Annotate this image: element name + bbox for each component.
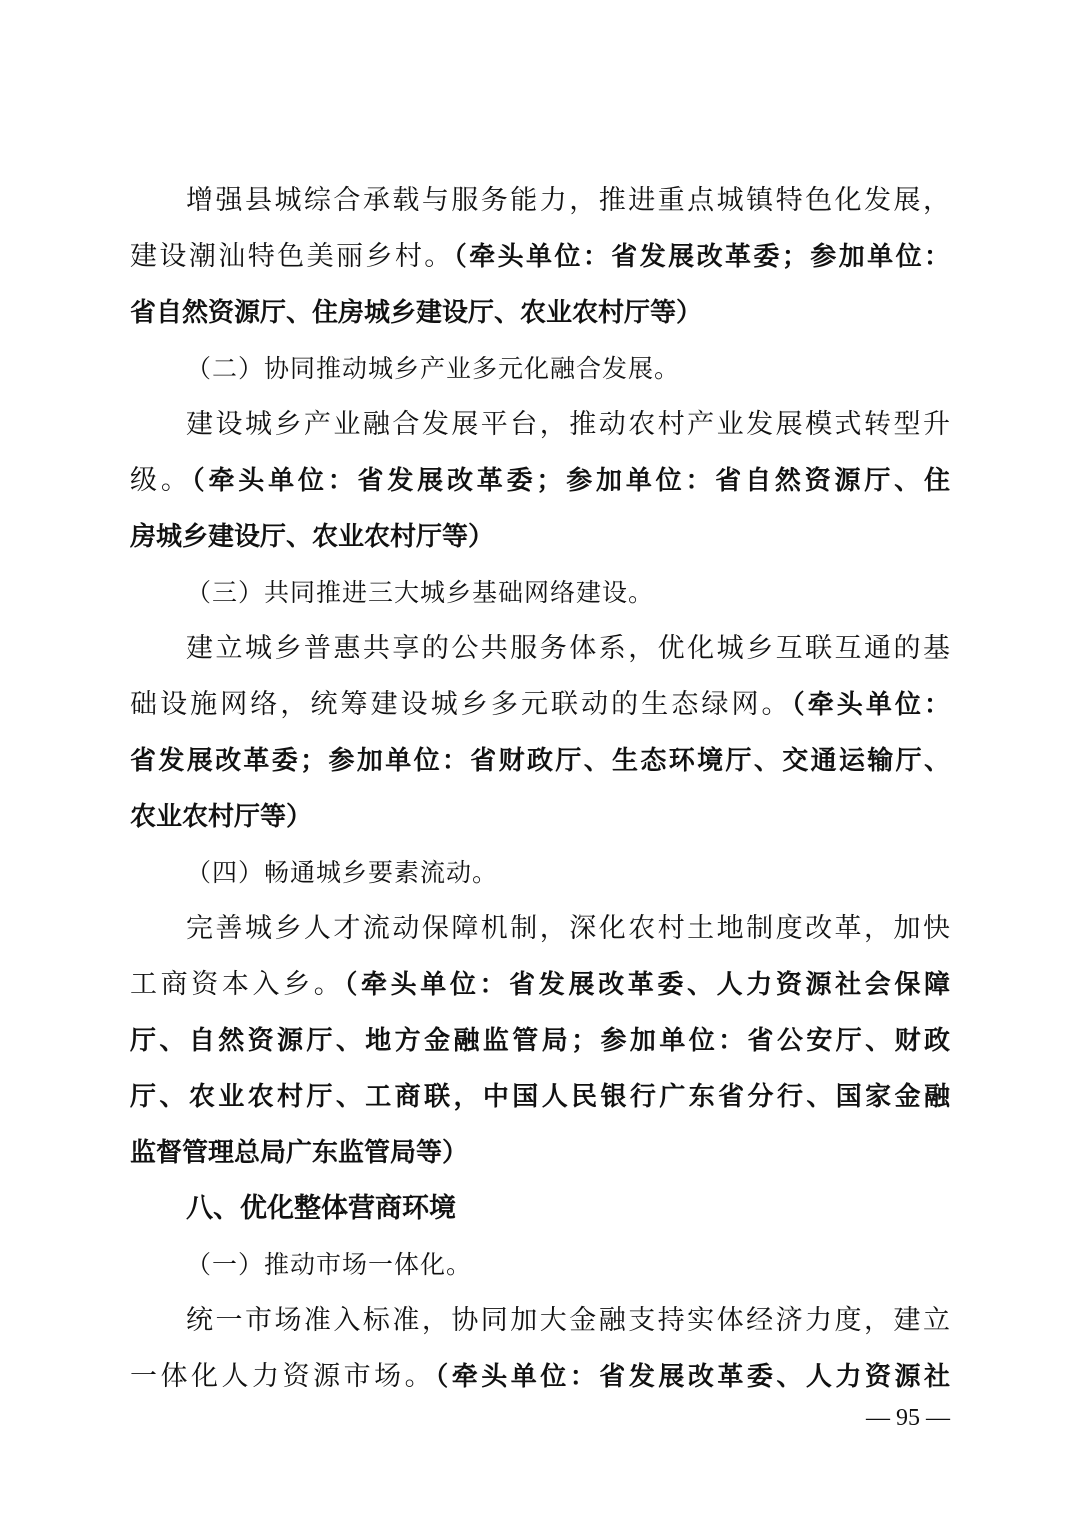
lead-unit-text: （牵头单位：省发展改革委；参加单位：省自然资源厅、住	[191, 466, 950, 496]
lead-unit-text: （牵头单位：省发展改革委、人力资源社会保障	[344, 970, 950, 1000]
paragraph-text: 级。	[130, 465, 192, 496]
lead-unit-line: 厅、自然资源厅、地方金融监管局；参加单位：省公安厅、财政	[130, 1026, 950, 1056]
lead-unit-text: （牵头单位：省发展改革委；参加单位：	[453, 242, 950, 272]
lead-unit-text: （牵头单位：省发展改革委、人力资源社	[435, 1362, 950, 1392]
lead-unit-line: 厅、农业农村厅、工商联，中国人民银行广东省分行、国家金融	[130, 1082, 950, 1112]
subsection-heading: （三）共同推进三大城乡基础网络建设。	[186, 578, 655, 607]
lead-unit-line: 省发展改革委；参加单位：省财政厅、生态环境厅、交通运输厅、	[130, 746, 950, 776]
paragraph-line	[130, 957, 950, 1013]
paragraph-line: 建立城乡普惠共享的公共服务体系，优化城乡互联互通的基	[186, 633, 950, 664]
paragraph-text: 建设潮汕特色美丽乡村。	[130, 241, 454, 272]
lead-unit-line: 省自然资源厅、住房城乡建设厅、农业农村厅等）	[130, 298, 703, 328]
lead-unit-line: 农业农村厅等）	[130, 802, 313, 832]
section-heading: 八、优化整体营商环境	[186, 1193, 456, 1224]
paragraph-line	[130, 229, 950, 285]
document-body	[130, 173, 950, 1405]
subsection-heading: （四）畅通城乡要素流动。	[186, 858, 499, 887]
paragraph-text: 工商资本入乡。	[130, 969, 345, 1000]
paragraph-line	[130, 453, 950, 509]
paragraph-line	[130, 677, 950, 733]
paragraph-text: 一体化人力资源市场。	[130, 1361, 436, 1392]
paragraph-line	[130, 1349, 950, 1405]
lead-unit-text: （牵头单位：	[791, 690, 950, 720]
lead-unit-line: 房城乡建设厅、农业农村厅等）	[130, 522, 495, 552]
subsection-heading: （二）协同推动城乡产业多元化融合发展。	[186, 354, 681, 383]
paragraph-text: 础设施网络，统筹建设城乡多元联动的生态绿网。	[130, 689, 792, 720]
subsection-heading: （一）推动市场一体化。	[186, 1250, 473, 1279]
paragraph-line: 完善城乡人才流动保障机制，深化农村土地制度改革，加快	[186, 913, 950, 944]
paragraph-line: 增强县城综合承载与服务能力，推进重点城镇特色化发展，	[186, 185, 950, 216]
page-number	[0, 1400, 1080, 1436]
lead-unit-line: 监督管理总局广东监管局等）	[130, 1138, 469, 1168]
paragraph-line: 建设城乡产业融合发展平台，推动农村产业发展模式转型升	[186, 409, 950, 440]
page-number-text: — 95 —	[866, 1405, 950, 1431]
paragraph-line: 统一市场准入标准，协同加大金融支持实体经济力度，建立	[186, 1305, 950, 1336]
